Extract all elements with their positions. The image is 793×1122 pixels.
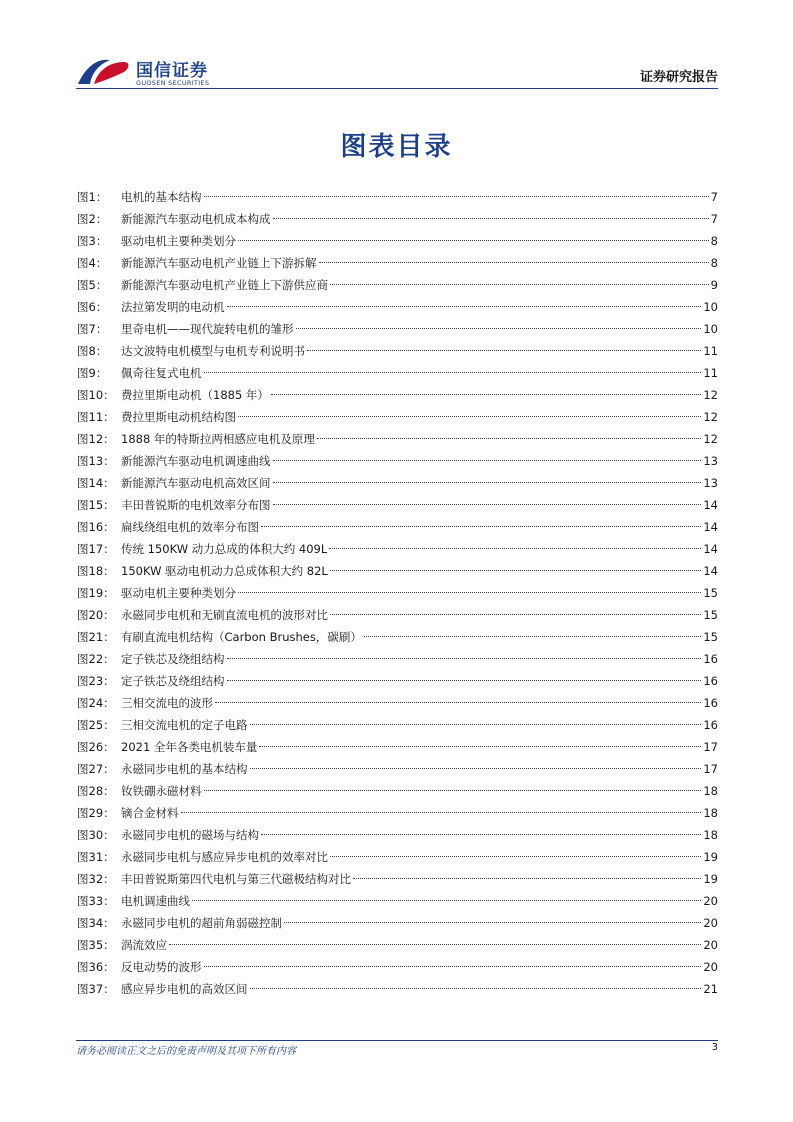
toc-figure-title: 费拉里斯电动机结构图 xyxy=(121,410,236,424)
toc-figure-number: 图10： xyxy=(77,388,115,402)
toc-entry[interactable] xyxy=(77,296,718,318)
page-header xyxy=(76,52,718,92)
toc-page-number: 18 xyxy=(703,784,718,798)
toc-figure-number: 图32： xyxy=(77,872,115,886)
toc-dot-leader xyxy=(204,196,709,197)
toc-page-number: 21 xyxy=(703,982,718,996)
toc-figure-title: 涡流效应 xyxy=(121,938,167,952)
toc-entry[interactable] xyxy=(77,450,718,472)
toc-page-number: 7 xyxy=(710,190,718,204)
toc-dot-leader xyxy=(273,218,709,219)
toc-figure-number: 图27： xyxy=(77,762,115,776)
toc-page-number: 14 xyxy=(703,542,718,556)
toc-page-number: 15 xyxy=(703,608,718,622)
toc-figure-number: 图28： xyxy=(77,784,115,798)
footer-disclaimer: 请务必阅读正文之后的免责声明及其项下所有内容 xyxy=(76,1046,296,1057)
toc-entry[interactable] xyxy=(77,362,718,384)
toc-figure-number: 图3： xyxy=(77,234,108,248)
toc-dot-leader xyxy=(259,746,701,747)
toc-dot-leader xyxy=(227,680,702,681)
toc-dot-leader xyxy=(284,922,701,923)
toc-figure-title: 新能源汽车驱动电机产业链上下游供应商 xyxy=(121,278,328,292)
toc-entry[interactable] xyxy=(77,626,718,648)
toc-entry[interactable] xyxy=(77,670,718,692)
toc-entry[interactable] xyxy=(77,318,718,340)
toc-page-number: 16 xyxy=(703,652,718,666)
toc-figure-number: 图36： xyxy=(77,960,115,974)
toc-entry[interactable] xyxy=(77,758,718,780)
toc-entry[interactable] xyxy=(77,230,718,252)
toc-dot-leader xyxy=(273,460,702,461)
toc-figure-title: 有刷直流电机结构（Carbon Brushes，碳刷） xyxy=(121,630,362,644)
page-title: 图表目录 xyxy=(340,132,453,162)
toc-figure-number: 图22： xyxy=(77,652,115,666)
toc-entry[interactable] xyxy=(77,648,718,670)
toc-dot-leader xyxy=(215,702,701,703)
toc-page-number: 19 xyxy=(703,872,718,886)
toc-figure-number: 图18： xyxy=(77,564,115,578)
toc-figure-number: 图4： xyxy=(77,256,108,270)
toc-page-number: 17 xyxy=(703,762,718,776)
toc-figure-title: 镝合金材料 xyxy=(121,806,179,820)
toc-dot-leader xyxy=(364,636,702,637)
toc-entry[interactable] xyxy=(77,186,718,208)
figure-table-of-contents xyxy=(77,186,718,1000)
toc-page-number: 12 xyxy=(703,432,718,446)
toc-figure-number: 图12： xyxy=(77,432,115,446)
toc-figure-number: 图17： xyxy=(77,542,115,556)
toc-entry[interactable] xyxy=(77,714,718,736)
toc-figure-number: 图8： xyxy=(77,344,108,358)
toc-page-number: 20 xyxy=(703,894,718,908)
toc-dot-leader xyxy=(250,988,702,989)
toc-page-number: 13 xyxy=(703,476,718,490)
toc-dot-leader xyxy=(250,768,702,769)
toc-figure-number: 图15： xyxy=(77,498,115,512)
toc-figure-number: 图30： xyxy=(77,828,115,842)
toc-figure-number: 图26： xyxy=(77,740,115,754)
footer-divider xyxy=(76,1040,718,1041)
toc-figure-number: 图7： xyxy=(77,322,108,336)
toc-entry[interactable] xyxy=(77,384,718,406)
toc-figure-number: 图2： xyxy=(77,212,108,226)
toc-dot-leader xyxy=(192,900,701,901)
toc-figure-title: 150KW 驱动电机动力总成体积大约 82L xyxy=(121,564,328,578)
toc-entry[interactable] xyxy=(77,208,718,230)
toc-entry[interactable] xyxy=(77,802,718,824)
toc-figure-number: 图11： xyxy=(77,410,115,424)
toc-entry[interactable] xyxy=(77,582,718,604)
toc-figure-title: 驱动电机主要种类划分 xyxy=(121,586,236,600)
toc-page-number: 8 xyxy=(710,234,718,248)
toc-page-number: 14 xyxy=(703,564,718,578)
toc-dot-leader xyxy=(273,482,702,483)
toc-entry[interactable] xyxy=(77,274,718,296)
toc-page-number: 12 xyxy=(703,410,718,424)
toc-figure-title: 永磁同步电机和无刷直流电机的波形对比 xyxy=(121,608,328,622)
toc-entry[interactable] xyxy=(77,780,718,802)
toc-figure-title: 永磁同步电机与感应异步电机的效率对比 xyxy=(121,850,328,864)
toc-dot-leader xyxy=(204,790,702,791)
toc-figure-title: 扁线绕组电机的效率分布图 xyxy=(121,520,259,534)
toc-entry[interactable] xyxy=(77,428,718,450)
toc-figure-title: 新能源汽车驱动电机调速曲线 xyxy=(121,454,271,468)
guosen-logo-mark-icon xyxy=(76,54,132,90)
toc-figure-number: 图9： xyxy=(77,366,108,380)
toc-page-number: 9 xyxy=(710,278,718,292)
page-number: 3 xyxy=(711,1042,718,1053)
toc-page-number: 20 xyxy=(703,938,718,952)
toc-page-number: 18 xyxy=(703,828,718,842)
toc-figure-title: 丰田普锐斯第四代电机与第三代磁极结构对比 xyxy=(121,872,351,886)
toc-figure-title: 达文波特电机模型与电机专利说明书 xyxy=(121,344,305,358)
toc-page-number: 16 xyxy=(703,696,718,710)
toc-figure-title: 佩奇往复式电机 xyxy=(121,366,202,380)
toc-page-number: 17 xyxy=(703,740,718,754)
toc-dot-leader xyxy=(261,526,701,527)
toc-figure-number: 图21： xyxy=(77,630,115,644)
toc-figure-title: 丰田普锐斯的电机效率分布图 xyxy=(121,498,271,512)
toc-dot-leader xyxy=(330,284,709,285)
header-divider xyxy=(76,88,718,89)
toc-figure-number: 图6： xyxy=(77,300,108,314)
toc-figure-title: 1888 年的特斯拉两相感应电机及原理 xyxy=(121,432,315,446)
toc-figure-number: 图14： xyxy=(77,476,115,490)
toc-page-number: 10 xyxy=(703,300,718,314)
toc-figure-title: 新能源汽车驱动电机成本构成 xyxy=(121,212,271,226)
toc-dot-leader xyxy=(204,372,702,373)
logo-english-name: GUOSEN SECURITIES xyxy=(136,79,210,87)
toc-entry[interactable] xyxy=(77,956,718,978)
toc-dot-leader xyxy=(181,812,702,813)
toc-entry[interactable] xyxy=(77,868,718,890)
toc-figure-title: 传统 150KW 动力总成的体积大约 409L xyxy=(121,542,328,556)
toc-dot-leader xyxy=(204,966,702,967)
toc-figure-number: 图34： xyxy=(77,916,115,930)
toc-figure-number: 图23： xyxy=(77,674,115,688)
toc-figure-number: 图25： xyxy=(77,718,115,732)
toc-dot-leader xyxy=(261,834,701,835)
guosen-logo xyxy=(76,52,226,92)
toc-figure-number: 图31： xyxy=(77,850,115,864)
toc-figure-number: 图20： xyxy=(77,608,115,622)
toc-dot-leader xyxy=(250,724,702,725)
toc-page-number: 14 xyxy=(703,498,718,512)
toc-figure-title: 定子铁芯及绕组结构 xyxy=(121,674,225,688)
toc-entry[interactable] xyxy=(77,252,718,274)
toc-figure-number: 图24： xyxy=(77,696,115,710)
toc-figure-number: 图19： xyxy=(77,586,115,600)
toc-figure-title: 驱动电机主要种类划分 xyxy=(121,234,236,248)
toc-page-number: 14 xyxy=(703,520,718,534)
toc-figure-title: 定子铁芯及绕组结构 xyxy=(121,652,225,666)
toc-figure-number: 图5： xyxy=(77,278,108,292)
toc-figure-number: 图13： xyxy=(77,454,115,468)
toc-figure-title: 钕铁硼永磁材料 xyxy=(121,784,202,798)
toc-page-number: 19 xyxy=(703,850,718,864)
toc-figure-title: 费拉里斯电动机（1885 年） xyxy=(121,388,269,402)
toc-figure-number: 图1： xyxy=(77,190,108,204)
toc-entry[interactable] xyxy=(77,494,718,516)
toc-page-number: 11 xyxy=(703,366,718,380)
toc-figure-title: 电机的基本结构 xyxy=(121,190,202,204)
toc-entry[interactable] xyxy=(77,538,718,560)
toc-dot-leader xyxy=(330,570,702,571)
toc-entry[interactable] xyxy=(77,736,718,758)
toc-figure-title: 2021 全年各类电机装车量 xyxy=(121,740,258,754)
toc-dot-leader xyxy=(238,416,701,417)
toc-dot-leader xyxy=(238,592,701,593)
toc-figure-title: 电机调速曲线 xyxy=(121,894,190,908)
toc-figure-number: 图16： xyxy=(77,520,115,534)
toc-dot-leader xyxy=(169,944,701,945)
toc-dot-leader xyxy=(330,856,701,857)
toc-page-number: 16 xyxy=(703,674,718,688)
toc-page-number: 12 xyxy=(703,388,718,402)
toc-page-number: 15 xyxy=(703,630,718,644)
toc-entry[interactable] xyxy=(77,604,718,626)
toc-page-number: 11 xyxy=(703,344,718,358)
toc-figure-title: 三相交流电机的定子电路 xyxy=(121,718,248,732)
toc-entry[interactable] xyxy=(77,824,718,846)
toc-entry[interactable] xyxy=(77,560,718,582)
toc-page-number: 15 xyxy=(703,586,718,600)
toc-page-number: 10 xyxy=(703,322,718,336)
toc-page-number: 7 xyxy=(710,212,718,226)
toc-figure-number: 图33： xyxy=(77,894,115,908)
toc-page-number: 8 xyxy=(710,256,718,270)
toc-entry[interactable] xyxy=(77,846,718,868)
toc-figure-title: 反电动势的波形 xyxy=(121,960,202,974)
toc-page-number: 16 xyxy=(703,718,718,732)
toc-figure-title: 永磁同步电机的磁场与结构 xyxy=(121,828,259,842)
toc-page-number: 13 xyxy=(703,454,718,468)
toc-entry[interactable] xyxy=(77,516,718,538)
toc-figure-title: 里奇电机——现代旋转电机的雏形 xyxy=(121,322,294,336)
toc-dot-leader xyxy=(353,878,701,879)
toc-figure-number: 图37： xyxy=(77,982,115,996)
toc-dot-leader xyxy=(329,548,701,549)
toc-dot-leader xyxy=(330,614,701,615)
toc-figure-title: 新能源汽车驱动电机产业链上下游拆解 xyxy=(121,256,317,270)
logo-chinese-name: 国信证券 xyxy=(136,61,208,81)
toc-entry[interactable] xyxy=(77,890,718,912)
toc-entry[interactable] xyxy=(77,934,718,956)
toc-dot-leader xyxy=(317,438,701,439)
toc-figure-title: 新能源汽车驱动电机高效区间 xyxy=(121,476,271,490)
toc-figure-number: 图35： xyxy=(77,938,115,952)
toc-page-number: 20 xyxy=(703,960,718,974)
toc-entry[interactable] xyxy=(77,340,718,362)
toc-entry[interactable] xyxy=(77,978,718,1000)
toc-figure-title: 感应异步电机的高效区间 xyxy=(121,982,248,996)
toc-figure-title: 永磁同步电机的超前角弱磁控制 xyxy=(121,916,282,930)
toc-figure-title: 法拉第发明的电动机 xyxy=(121,300,225,314)
toc-dot-leader xyxy=(271,394,701,395)
toc-dot-leader xyxy=(296,328,702,329)
toc-figure-number: 图29： xyxy=(77,806,115,820)
report-type-label: 证券研究报告 xyxy=(639,70,718,85)
toc-dot-leader xyxy=(227,658,702,659)
toc-dot-leader xyxy=(227,306,702,307)
toc-entry[interactable] xyxy=(77,912,718,934)
toc-figure-title: 永磁同步电机的基本结构 xyxy=(121,762,248,776)
toc-entry[interactable] xyxy=(77,406,718,428)
toc-entry[interactable] xyxy=(77,472,718,494)
toc-dot-leader xyxy=(319,262,709,263)
toc-dot-leader xyxy=(273,504,702,505)
toc-page-number: 18 xyxy=(703,806,718,820)
toc-figure-title: 三相交流电的波形 xyxy=(121,696,213,710)
toc-page-number: 20 xyxy=(703,916,718,930)
toc-dot-leader xyxy=(307,350,701,351)
toc-dot-leader xyxy=(238,240,709,241)
toc-entry[interactable] xyxy=(77,692,718,714)
